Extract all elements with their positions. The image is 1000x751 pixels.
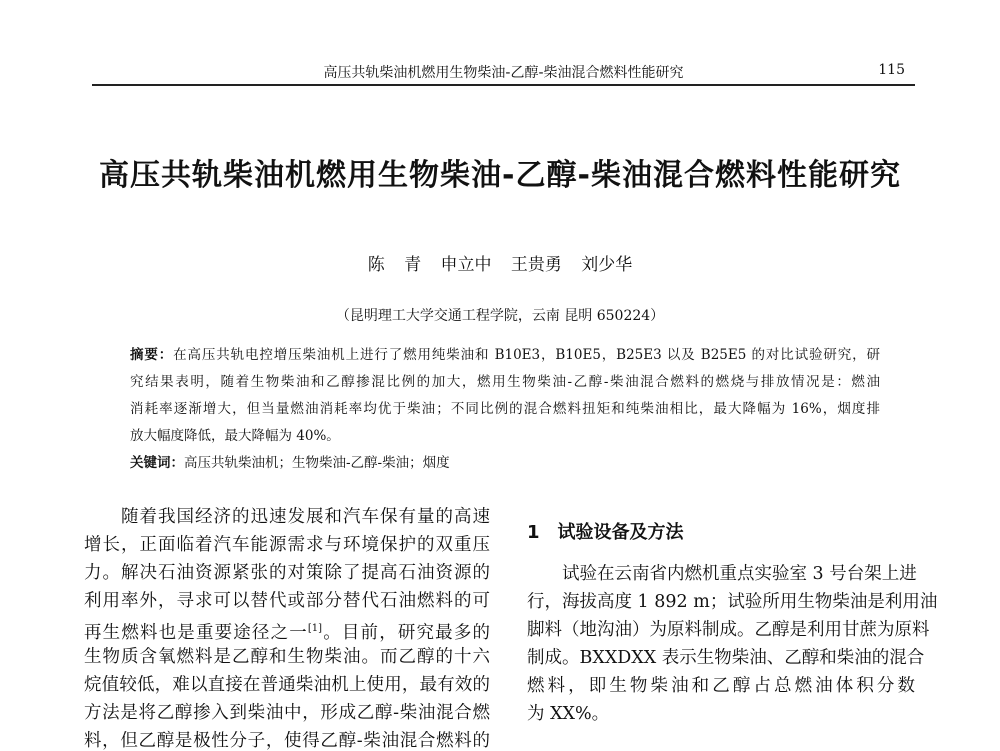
body-line: 燃料，即生物柴油和乙醇占总燃油体积分数: [527, 676, 915, 696]
body-line: [84, 615, 490, 643]
body-text: 再生燃料也是重要途径之一: [84, 622, 308, 643]
body-line: 增长，正面临着汽车能源需求与环境保护的双重压: [84, 535, 490, 555]
body-line: 随着我国经济的迅速发展和汽车保有量的高速: [84, 507, 490, 527]
body-line: 方法是将乙醇掺入到柴油中，形成乙醇-柴油混合燃: [84, 703, 490, 723]
keywords-text: 高压共轨柴油机；生物柴油-乙醇-柴油；烟度: [184, 455, 450, 471]
body-line: 脚料（地沟油）为原料制成。乙醇是利用甘蔗为原料: [527, 620, 930, 640]
body-line: 烷值较低，难以直接在普通柴油机上使用，最有效的: [84, 675, 490, 695]
keywords-label: 关键词：: [130, 455, 184, 471]
body-text: 。目前，研究最多的: [322, 622, 491, 643]
section-heading: [527, 518, 702, 544]
running-header: [92, 62, 915, 84]
body-line: 制成。BXXDXX 表示生物柴油、乙醇和柴油的混合: [527, 648, 925, 668]
right-column: [527, 560, 938, 728]
body-line: 料，但乙醇是极性分子，使得乙醇-柴油混合燃料的: [84, 731, 490, 751]
body-line: 利用率外，寻求可以替代或部分替代石油燃料的可: [84, 591, 490, 611]
left-column: [84, 503, 490, 751]
abstract-line: 消耗率逐渐增大，但当量燃油消耗率均优于柴油；不同比例的混合燃料扭矩和纯柴油相比，最大降幅为 16%，烟度排: [130, 401, 880, 417]
section-title: 试验设备及方法: [557, 522, 684, 543]
body-line: 生物质含氧燃料是乙醇和生物柴油。而乙醇的十六: [84, 647, 490, 667]
body-line: 试验在云南省内燃机重点实验室 3 号台架上进: [527, 564, 917, 584]
authors: 陈 青 申立中 王贵勇 刘少华: [367, 255, 633, 275]
abstract-line: 究结果表明，随着生物柴油和乙醇掺混比例的加大，燃用生物柴油-乙醇-柴油混合燃料的燃烧与排放情况是：燃油: [130, 374, 880, 390]
abstract-line: [130, 343, 880, 370]
abstract-label: 摘要：: [130, 347, 174, 363]
paper-title: 高压共轨柴油机燃用生物柴油-乙醇-柴油混合燃料性能研究: [99, 158, 901, 193]
page-number: 115: [878, 62, 905, 78]
section-number: 1: [527, 522, 540, 543]
abstract-text: 在高压共轨电控增压柴油机上进行了燃用纯柴油和 B10E3，B10E5，B25E3 以及 B25E5 的对比试验研究，研: [173, 347, 881, 363]
running-title: 高压共轨柴油机燃用生物柴油-乙醇-柴油混合燃料性能研究: [323, 65, 684, 81]
abstract: [130, 343, 880, 478]
body-line: 行，海拔高度 1 892 m；试验所用生物柴油是利用油: [527, 592, 938, 612]
keywords: [130, 451, 880, 478]
citation[interactable]: [1]: [307, 623, 323, 634]
header-rule: [92, 84, 915, 86]
body-line: 力。解决石油资源紧张的对策除了提高石油资源的: [84, 563, 490, 583]
body-line: 为 XX%。: [527, 704, 610, 724]
affiliation: （昆明理工大学交通工程学院，云南 昆明 650224）: [335, 308, 665, 324]
abstract-line: 放大幅度降低，最大降幅为 40%。: [130, 428, 340, 444]
